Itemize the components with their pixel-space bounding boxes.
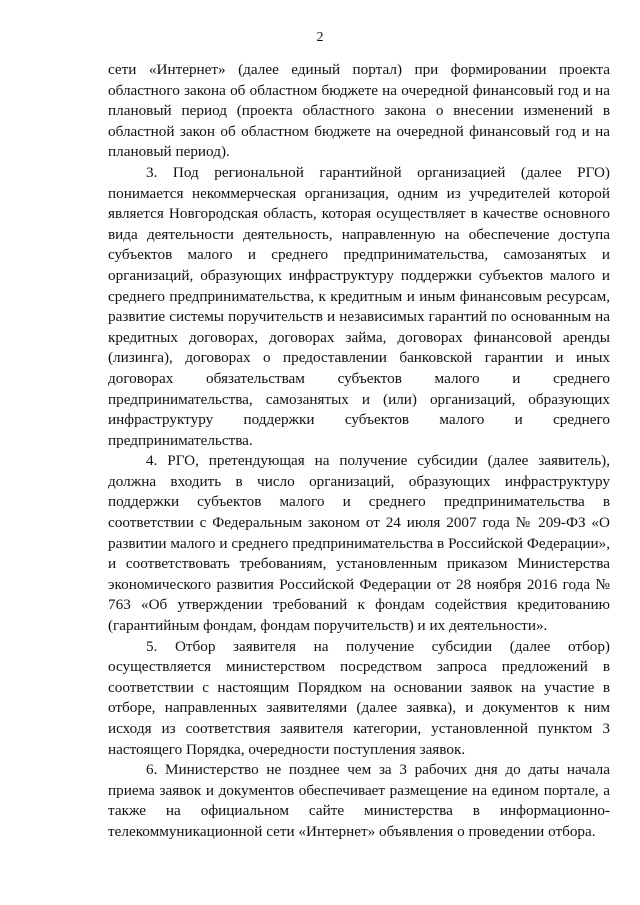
paragraph-5-selection: 5. Отбор заявителя на получение субсидии (далее отбор) осуществляется министерством посредством запроса предложений в соответствии с настоящим Порядком на основании заявок на участие в отборе, направленных заявителями (далее заявка), и документов к ним исходя из соответствия заявителя категории, установленной пунктом 3 настоящего Порядка, очередности поступления заявок. — [108, 637, 610, 758]
paragraph-4-applicant: 4. РГО, претендующая на получение субсидии (далее заявитель), должна входить в число организаций, образующих инфраструктуру поддержки субъектов малого и среднего предпринимательства в соответствии с Федеральным законом от 24 июля 2007 года № 209-ФЗ «О развитии малого и среднего предпринимательства в Российской Федерации», и соответствовать требованиям, установленным приказом Министерства экономического развития Российской Федерации от 28 ноября 2016 года № 763 «Об утверждении требований к фондам содействия кредитованию (гарантийным фондам, фондам поручительств) и их деятельности». — [108, 452, 610, 635]
page-number: 2 — [316, 30, 324, 45]
paragraph-continuation: сети «Интернет» (далее единый портал) при формировании проекта областного закона об областном бюджете на очередной финансовый год и на плановый период (проекта областного закона о внесении изменений в областной закон об областном бюджете на очередной финансовый год и на плановый период). — [108, 61, 610, 161]
document-body — [108, 60, 610, 843]
paragraph-6-announcement: 6. Министерство не позднее чем за 3 рабочих дня до даты начала приема заявок и документов обеспечивает размещение на едином портале, а также на официальном сайте министерства в информационно-телекоммуникационной сети «Интернет» объявления о проведении отбора. — [108, 761, 610, 840]
paragraph-3-rgo-definition: 3. Под региональной гарантийной организацией (далее РГО) понимается некоммерческая организация, одним из учредителей которой является Новгородская область, которая осуществляет в качестве основного вида деятельности деятельность, направленную на обеспечение доступа субъектов малого и среднего предпринимательства, самозанятых и организаций, образующих инфраструктуру поддержки субъектов малого и среднего предпринимательства, к кредитным и иным финансовым ресурсам, развитие системы поручительств и независимых гарантий по основанным на кредитных договорах, договорах займа, договорах финансовой аренды (лизинга), договорах о предоставлении банковской гарантии и иных договорах обязательствам субъектов малого и среднего предпринимательства, самозанятых и (или) организаций, образующих инфраструктуру поддержки субъектов малого и среднего предпринимательства. — [108, 163, 610, 449]
